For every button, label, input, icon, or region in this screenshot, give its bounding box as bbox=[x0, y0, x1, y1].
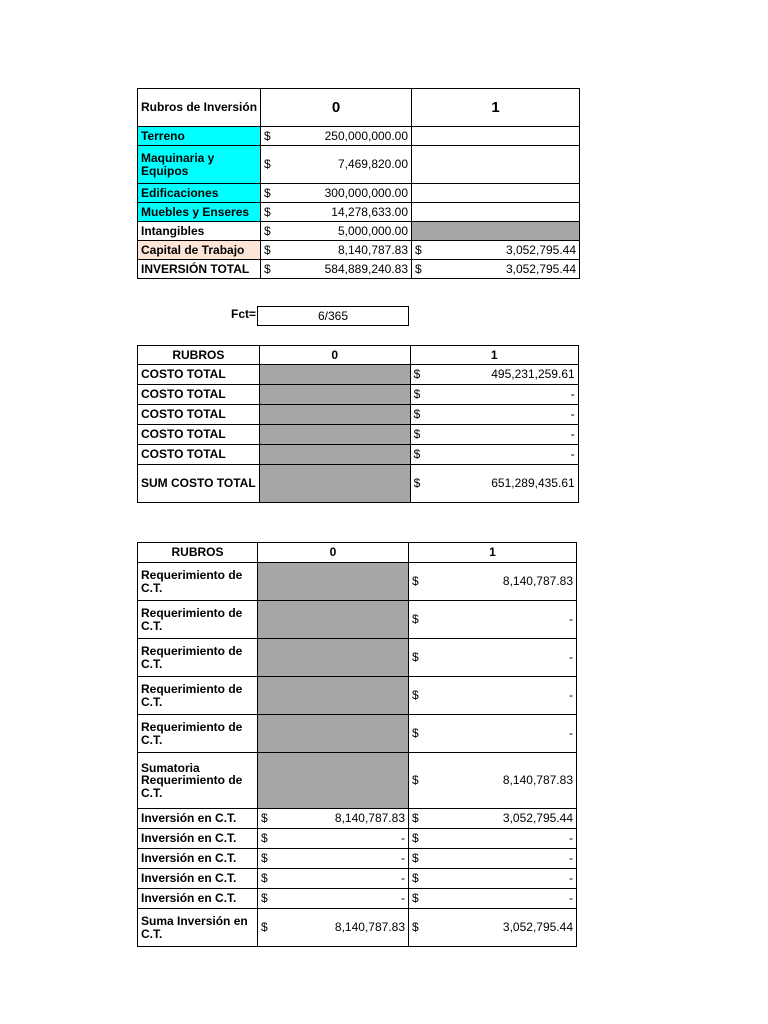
label-maquinaria[interactable]: Maquinaria y Equipos bbox=[138, 146, 261, 184]
cell-sum-req-1[interactable] bbox=[409, 753, 577, 809]
cell-req-1[interactable] bbox=[409, 677, 577, 715]
currency-symbol: $ bbox=[413, 447, 421, 462]
currency-symbol: $ bbox=[264, 128, 271, 143]
row-capital-trabajo bbox=[138, 241, 580, 260]
cell-inv-1[interactable] bbox=[409, 829, 577, 849]
header-period-0[interactable]: 0 bbox=[261, 89, 412, 127]
currency-symbol: $ bbox=[412, 688, 419, 703]
investment-ct-row bbox=[138, 889, 577, 909]
currency-symbol: $ bbox=[412, 851, 419, 866]
cell-terreno-0[interactable] bbox=[261, 127, 412, 146]
label-costo-total[interactable]: COSTO TOTAL bbox=[138, 405, 260, 425]
cell-intangibles-1[interactable] bbox=[412, 222, 580, 241]
cell-edificaciones-0[interactable] bbox=[261, 184, 412, 203]
label-inversion-ct[interactable]: Inversión en C.T. bbox=[138, 829, 258, 849]
row-intangibles bbox=[138, 222, 580, 241]
label-muebles[interactable]: Muebles y Enseres bbox=[138, 203, 261, 222]
costs-header-row bbox=[138, 346, 579, 365]
amount: 651,289,435.61 bbox=[491, 476, 575, 491]
amount: 300,000,000.00 bbox=[324, 185, 409, 200]
currency-symbol: $ bbox=[264, 261, 271, 276]
amount: - bbox=[569, 688, 573, 703]
currency-symbol: $ bbox=[261, 851, 268, 866]
currency-symbol: $ bbox=[413, 407, 421, 422]
header-period-0[interactable]: 0 bbox=[259, 346, 410, 365]
amount: - bbox=[401, 831, 405, 846]
cell-inv-0[interactable] bbox=[258, 809, 409, 829]
cell-req-0[interactable] bbox=[258, 563, 409, 601]
label-costo-total[interactable]: COSTO TOTAL bbox=[138, 425, 260, 445]
amount: 8,140,787.83 bbox=[334, 920, 405, 935]
header-period-0[interactable]: 0 bbox=[258, 543, 409, 563]
label-costo-total[interactable]: COSTO TOTAL bbox=[138, 365, 260, 385]
sum-investment-ct-row bbox=[138, 909, 577, 947]
cell-cost-1[interactable] bbox=[410, 445, 578, 465]
cell-cost-1[interactable] bbox=[410, 405, 578, 425]
requirement-row bbox=[138, 563, 577, 601]
amount: - bbox=[569, 891, 573, 906]
cell-req-0[interactable] bbox=[258, 715, 409, 753]
cell-cost-0[interactable] bbox=[259, 445, 410, 465]
investment-ct-row bbox=[138, 829, 577, 849]
currency-symbol: $ bbox=[261, 831, 268, 846]
currency-symbol: $ bbox=[261, 920, 268, 935]
amount: - bbox=[569, 726, 573, 741]
label-terreno[interactable]: Terreno bbox=[138, 127, 261, 146]
amount: - bbox=[570, 427, 575, 442]
cell-total-0[interactable] bbox=[261, 260, 412, 279]
label-intangibles[interactable]: Intangibles bbox=[138, 222, 261, 241]
investment-ct-row bbox=[138, 809, 577, 829]
cell-maquinaria-1[interactable] bbox=[412, 146, 580, 184]
currency-symbol: $ bbox=[264, 242, 271, 257]
cell-terreno-1[interactable] bbox=[412, 127, 580, 146]
currency-symbol: $ bbox=[412, 773, 419, 788]
currency-symbol: $ bbox=[261, 891, 268, 906]
row-edificaciones bbox=[138, 184, 580, 203]
cell-req-1[interactable] bbox=[409, 601, 577, 639]
cost-row bbox=[138, 405, 579, 425]
header-rubros-inversion[interactable]: Rubros de Inversión bbox=[138, 89, 261, 127]
label-suma-inversion-ct[interactable]: Suma Inversión en C.T. bbox=[138, 909, 258, 947]
label-sum-costo-total[interactable]: SUM COSTO TOTAL bbox=[138, 465, 260, 503]
working-capital-table bbox=[137, 542, 577, 947]
amount: - bbox=[570, 387, 575, 402]
amount: - bbox=[569, 612, 573, 627]
label-inversion-ct[interactable]: Inversión en C.T. bbox=[138, 869, 258, 889]
currency-symbol: $ bbox=[261, 811, 268, 826]
cell-cost-0[interactable] bbox=[259, 365, 410, 385]
header-rubros[interactable]: RUBROS bbox=[138, 346, 260, 365]
cell-cost-0[interactable] bbox=[259, 405, 410, 425]
cell-sum-inv-1[interactable] bbox=[409, 909, 577, 947]
investment-ct-row bbox=[138, 869, 577, 889]
currency-symbol: $ bbox=[415, 242, 422, 257]
currency-symbol: $ bbox=[412, 831, 419, 846]
requirement-row bbox=[138, 715, 577, 753]
cell-sum-cost-1[interactable] bbox=[410, 465, 578, 503]
cost-row bbox=[138, 445, 579, 465]
cell-sum-inv-0[interactable] bbox=[258, 909, 409, 947]
currency-symbol: $ bbox=[412, 811, 419, 826]
label-costo-total[interactable]: COSTO TOTAL bbox=[138, 445, 260, 465]
amount: - bbox=[569, 831, 573, 846]
cell-req-0[interactable] bbox=[258, 639, 409, 677]
label-inversion-ct[interactable]: Inversión en C.T. bbox=[138, 889, 258, 909]
cell-inv-0[interactable] bbox=[258, 869, 409, 889]
amount: - bbox=[401, 851, 405, 866]
currency-symbol: $ bbox=[413, 427, 421, 442]
amount: 5,000,000.00 bbox=[337, 223, 409, 238]
amount: 14,278,633.00 bbox=[331, 204, 409, 219]
amount: 3,052,795.44 bbox=[505, 261, 577, 276]
cell-intangibles-0[interactable] bbox=[261, 222, 412, 241]
currency-symbol: $ bbox=[412, 612, 419, 627]
cell-muebles-1[interactable] bbox=[412, 203, 580, 222]
header-rubros[interactable]: RUBROS bbox=[138, 543, 258, 563]
header-period-1[interactable]: 1 bbox=[412, 89, 580, 127]
investment-header-row bbox=[138, 89, 580, 127]
cell-sum-req-0[interactable] bbox=[258, 753, 409, 809]
amount: 3,052,795.44 bbox=[505, 242, 577, 257]
currency-symbol: $ bbox=[412, 920, 419, 935]
currency-symbol: $ bbox=[264, 185, 271, 200]
cell-sum-cost-0[interactable] bbox=[259, 465, 410, 503]
currency-symbol: $ bbox=[412, 650, 419, 665]
currency-symbol: $ bbox=[413, 387, 421, 402]
row-maquinaria bbox=[138, 146, 580, 184]
fct-label: Fct= bbox=[231, 307, 257, 321]
amount: 495,231,259.61 bbox=[491, 367, 575, 382]
fct-value-cell[interactable]: 6/365 bbox=[257, 306, 409, 326]
cell-inv-1[interactable] bbox=[409, 869, 577, 889]
currency-symbol: $ bbox=[412, 726, 419, 741]
cell-req-1[interactable] bbox=[409, 563, 577, 601]
amount: 250,000,000.00 bbox=[324, 128, 409, 143]
amount: 7,469,820.00 bbox=[337, 157, 409, 172]
label-capital-trabajo[interactable]: Capital de Trabajo bbox=[138, 241, 261, 260]
label-requerimiento[interactable]: Requerimiento de C.T. bbox=[138, 563, 258, 601]
cost-row bbox=[138, 385, 579, 405]
currency-symbol: $ bbox=[261, 871, 268, 886]
amount: 584,889,240.83 bbox=[324, 261, 409, 276]
label-sumatoria-requerimiento[interactable]: Sumatoria Requerimiento de C.T. bbox=[138, 753, 258, 809]
investment-ct-row bbox=[138, 849, 577, 869]
amount: - bbox=[401, 891, 405, 906]
cell-inv-1[interactable] bbox=[409, 809, 577, 829]
cost-row bbox=[138, 365, 579, 385]
amount: - bbox=[570, 407, 575, 422]
wc-header-row bbox=[138, 543, 577, 563]
cell-inv-1[interactable] bbox=[409, 849, 577, 869]
label-requerimiento[interactable]: Requerimiento de C.T. bbox=[138, 639, 258, 677]
costs-table bbox=[137, 345, 579, 503]
amount: - bbox=[569, 871, 573, 886]
currency-symbol: $ bbox=[412, 891, 419, 906]
cell-req-0[interactable] bbox=[258, 601, 409, 639]
currency-symbol: $ bbox=[264, 223, 271, 238]
label-inversion-ct[interactable]: Inversión en C.T. bbox=[138, 849, 258, 869]
cell-total-1[interactable] bbox=[412, 260, 580, 279]
label-requerimiento[interactable]: Requerimiento de C.T. bbox=[138, 677, 258, 715]
sum-cost-row bbox=[138, 465, 579, 503]
amount: - bbox=[570, 447, 575, 462]
cell-cost-1[interactable] bbox=[410, 425, 578, 445]
amount: 8,140,787.83 bbox=[334, 811, 405, 826]
amount: 3,052,795.44 bbox=[502, 920, 573, 935]
amount: 8,140,787.83 bbox=[502, 773, 573, 788]
cell-req-1[interactable] bbox=[409, 639, 577, 677]
label-requerimiento[interactable]: Requerimiento de C.T. bbox=[138, 601, 258, 639]
cell-req-1[interactable] bbox=[409, 715, 577, 753]
currency-symbol: $ bbox=[412, 574, 419, 589]
cell-edificaciones-1[interactable] bbox=[412, 184, 580, 203]
cost-row bbox=[138, 425, 579, 445]
cell-cost-1[interactable] bbox=[410, 385, 578, 405]
cell-cost-1[interactable] bbox=[410, 365, 578, 385]
currency-symbol: $ bbox=[415, 261, 422, 276]
row-terreno bbox=[138, 127, 580, 146]
label-inversion-total[interactable]: INVERSIÓN TOTAL bbox=[138, 260, 261, 279]
cell-req-0[interactable] bbox=[258, 677, 409, 715]
cell-maquinaria-0[interactable] bbox=[261, 146, 412, 184]
requirement-row bbox=[138, 601, 577, 639]
cell-capital-1[interactable] bbox=[412, 241, 580, 260]
amount: - bbox=[401, 871, 405, 886]
requirement-row bbox=[138, 677, 577, 715]
investment-table bbox=[137, 88, 580, 279]
cell-inv-0[interactable] bbox=[258, 889, 409, 909]
label-inversion-ct[interactable]: Inversión en C.T. bbox=[138, 809, 258, 829]
requirement-row bbox=[138, 639, 577, 677]
amount: 3,052,795.44 bbox=[502, 811, 573, 826]
currency-symbol: $ bbox=[412, 871, 419, 886]
amount: - bbox=[569, 650, 573, 665]
amount: 8,140,787.83 bbox=[502, 574, 573, 589]
currency-symbol: $ bbox=[264, 204, 271, 219]
row-muebles bbox=[138, 203, 580, 222]
label-costo-total[interactable]: COSTO TOTAL bbox=[138, 385, 260, 405]
cell-cost-0[interactable] bbox=[259, 385, 410, 405]
amount: - bbox=[569, 851, 573, 866]
sum-requirement-row bbox=[138, 753, 577, 809]
cell-inv-0[interactable] bbox=[258, 849, 409, 869]
currency-symbol: $ bbox=[413, 367, 421, 382]
label-requerimiento[interactable]: Requerimiento de C.T. bbox=[138, 715, 258, 753]
cell-cost-0[interactable] bbox=[259, 425, 410, 445]
label-edificaciones[interactable]: Edificaciones bbox=[138, 184, 261, 203]
cell-inv-0[interactable] bbox=[258, 829, 409, 849]
cell-capital-0[interactable] bbox=[261, 241, 412, 260]
currency-symbol: $ bbox=[413, 476, 421, 491]
amount: 8,140,787.83 bbox=[337, 242, 409, 257]
row-inversion-total bbox=[138, 260, 580, 279]
cell-inv-1[interactable] bbox=[409, 889, 577, 909]
currency-symbol: $ bbox=[264, 157, 271, 172]
header-period-1[interactable]: 1 bbox=[409, 543, 577, 563]
cell-muebles-0[interactable] bbox=[261, 203, 412, 222]
header-period-1[interactable]: 1 bbox=[410, 346, 578, 365]
